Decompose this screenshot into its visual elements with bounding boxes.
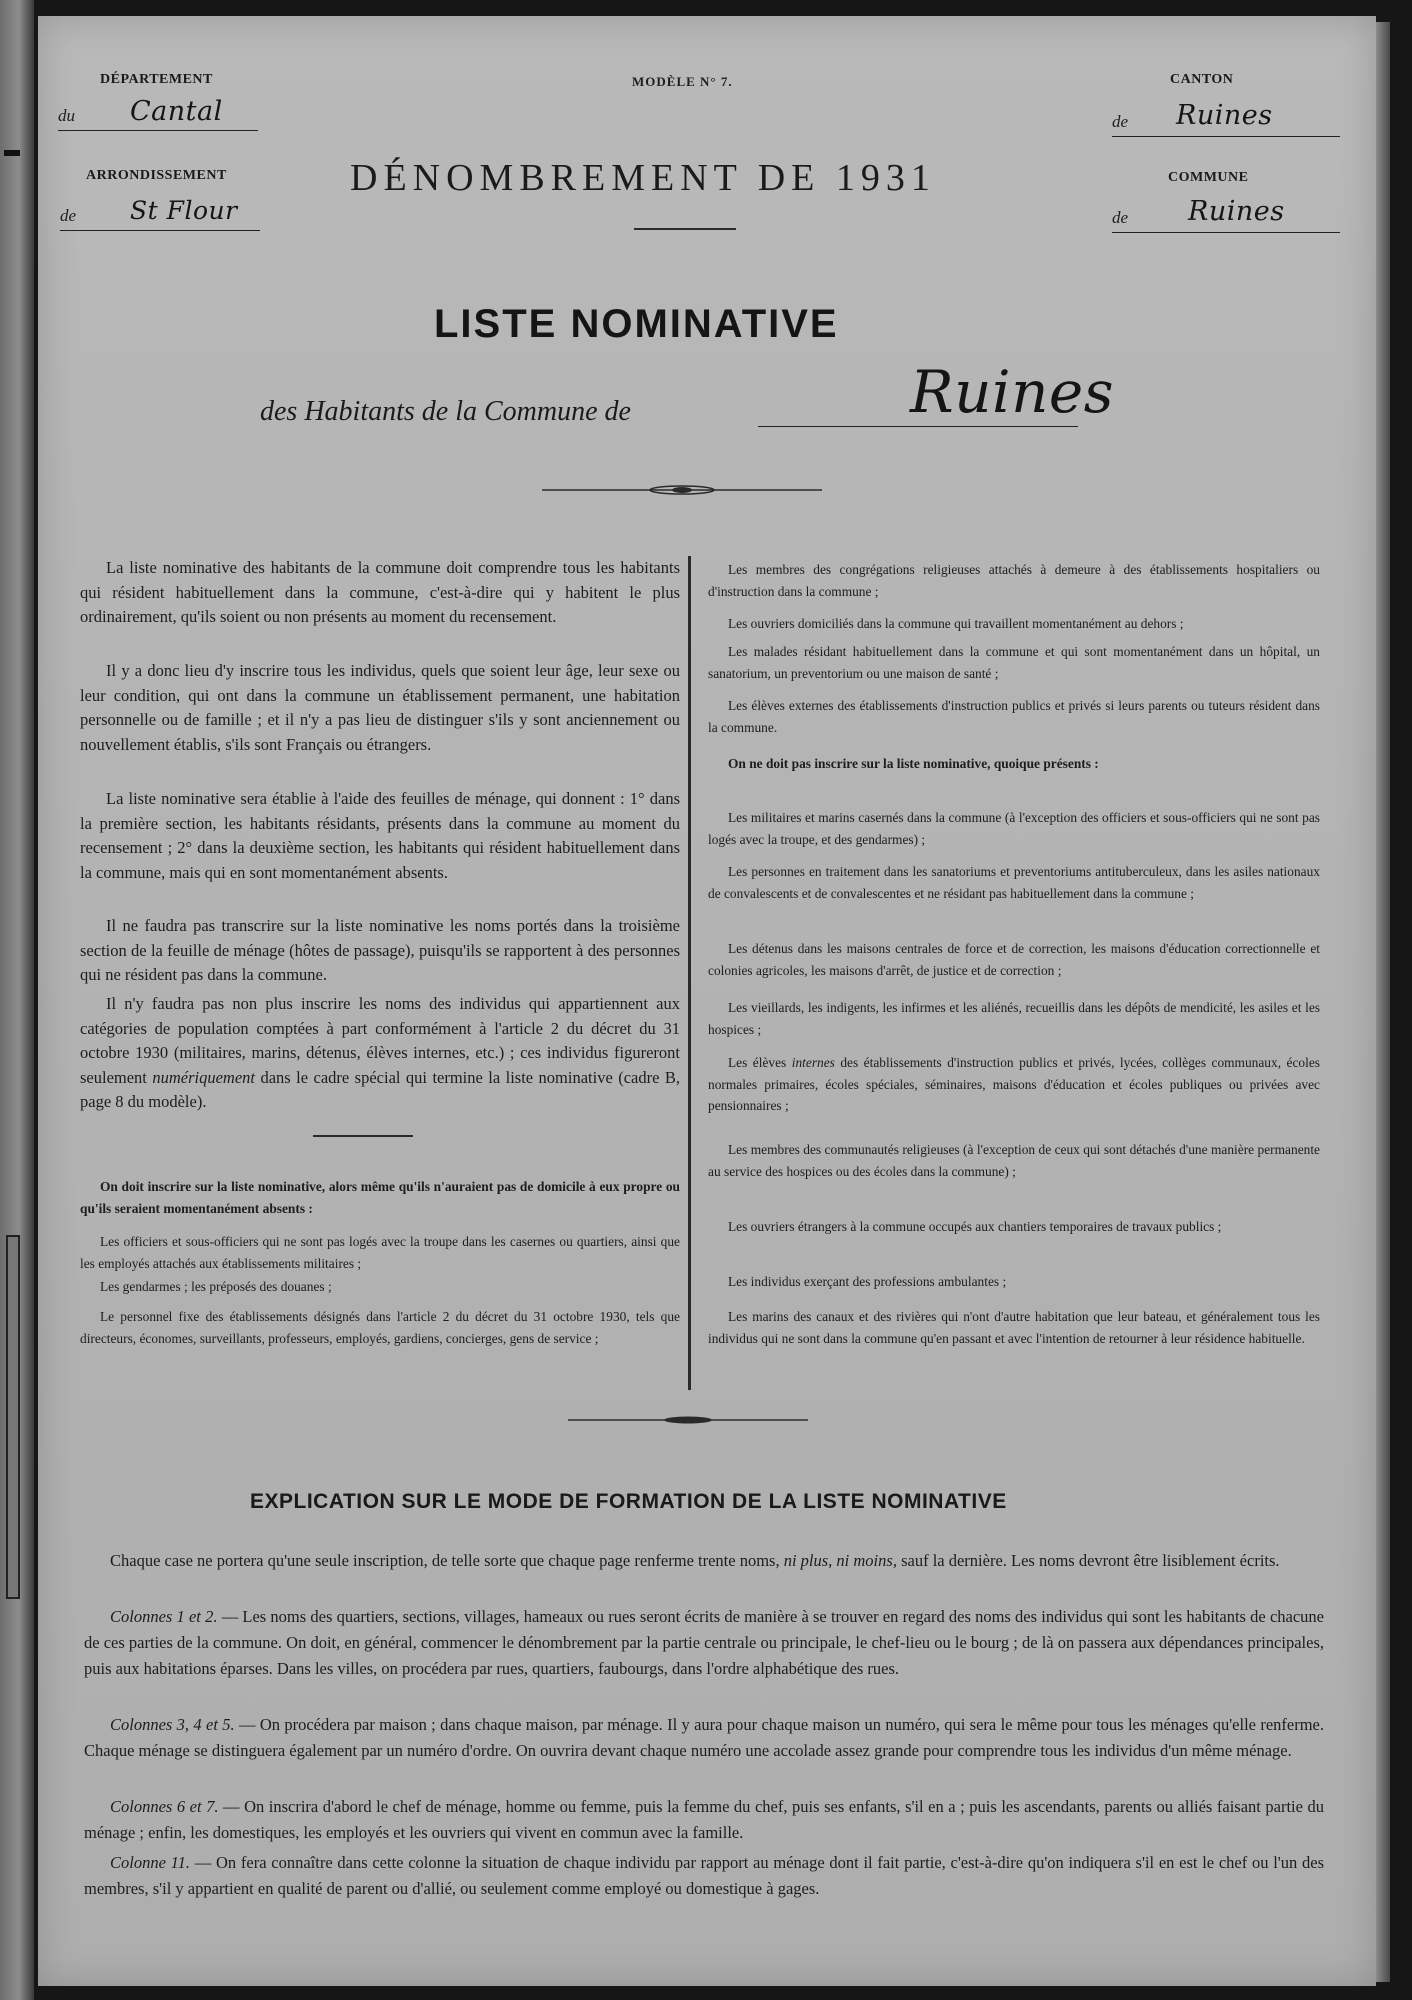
arrondissement-line xyxy=(60,230,260,231)
right-para-2: Les ouvriers domiciliés dans la commune qui travaillent momentanément au dehors ; xyxy=(728,616,1184,631)
explication-para-3 xyxy=(84,1712,1324,1764)
commune-label: COMMUNE xyxy=(1168,170,1249,185)
strip-tab xyxy=(6,1235,20,1599)
arrondissement-prefix: de xyxy=(60,206,77,225)
departement-value: Cantal xyxy=(130,96,223,127)
explication-para-5 xyxy=(84,1850,1324,1902)
left-small-4: Le personnel fixe des établissements désignés dans l'article 2 du décret du 31 octobre 1930, tels que directeurs, économes, surveillants, professeurs, employés, gardiens, concierges, gens de service ; xyxy=(80,1309,680,1346)
right-para-11: Les membres des communautés religieuses (à l'exception de ceux qui sont détachés d'une manière permanente au service des hospices ou des écoles dans la commune) ; xyxy=(708,1142,1320,1179)
census-page xyxy=(38,16,1376,1986)
explication-para-1-text-end: sauf la dernière. Les noms devront être lisiblement écrits. xyxy=(901,1551,1280,1570)
explication-para-4 xyxy=(84,1794,1324,1846)
canton-line xyxy=(1112,136,1340,137)
left-small-3: Les gendarmes ; les préposés des douanes ; xyxy=(100,1279,332,1294)
right-para-6: Les militaires et marins casernés dans la commune (à l'exception des officiers et sous-officiers qui ne sont pas logés avec la troupe, et des gendarmes) ; xyxy=(708,810,1320,847)
arrondissement-value: St Flour xyxy=(130,196,238,225)
right-para-10-text-end: des établissements d'instruction publics et privés, lycées, collèges communaux, écoles normales primaires, écoles spéciales, séminaires, maisons d'éducation et écoles publiques ou privées avec pensionnaires ; xyxy=(708,1055,1320,1113)
columns-1-2-label: Colonnes 1 et 2. xyxy=(110,1607,218,1626)
right-para-4: Les élèves externes des établissements d'instruction publics et privés si leurs parents ou tuteurs résident dans la commune. xyxy=(708,698,1320,735)
strip-mark xyxy=(4,150,20,156)
left-small-2: Les officiers et sous-officiers qui ne sont pas logés avec la troupe dans les casernes ou quartiers, ainsi que les employés attachés aux établissements militaires ; xyxy=(80,1234,680,1271)
right-para-10 xyxy=(708,1052,1320,1117)
left-para-5-text: Il n'y faudra pas non plus inscrire les noms des individus qui appartiennent aux catégories de population comptées à part conformément à l'article 2 du décret du 31 octobre 1930 (militaires, marins, détenus, élèves internes, etc.) ; ces individus figureront seulement xyxy=(80,994,680,1087)
main-title: DÉNOMBREMENT DE 1931 xyxy=(350,157,936,199)
left-para-2: Il y a donc lieu d'y inscrire tous les individus, quels que soient leur âge, leur sexe ou leur condition, qui ont dans la commune un établissement permanent, une habitation personnelle ou de famille ; et il n'y a pas lieu de distinguer s'ils y sont anciennement ou nouvellement établis, s'ils sont Français ou étrangers. xyxy=(80,661,680,754)
right-para-12: Les ouvriers étrangers à la commune occupés aux chantiers temporaires de travaux publics ; xyxy=(728,1219,1222,1234)
liste-title: LISTE NOMINATIVE xyxy=(434,302,839,346)
liste-subtitle: des Habitants de la Commune de xyxy=(260,396,631,427)
departement-line xyxy=(58,130,258,131)
left-col-rule xyxy=(313,1135,413,1137)
right-para-3: Les malades résidant habituellement dans la commune et qui sont momentanément dans un hôpital, un sanatorium, un preventorium ou une maison de santé ; xyxy=(708,644,1320,681)
left-para-5 xyxy=(80,992,680,1115)
canton-value: Ruines xyxy=(1176,100,1273,131)
departement-prefix: du xyxy=(58,106,75,125)
explication-para-5-text: — On fera connaître dans cette colonne la situation de chaque individu par rapport au ménage dont il fait partie, c'est-à-dire qu'on indiquera s'il en est le chef ou l'un des membres, s'il y appartient en qualité de parent ou d'allié, ou seulement comme employé ou domestique à gages. xyxy=(84,1853,1324,1898)
explication-para-2-text: — Les noms des quartiers, sections, villages, hameaux ou rues seront écrits de manière à se trouver en regard des noms des individus qui sont les habitants de chacune de ces parties de la commune. On doit, en général, commencer le dénombrement par la partie centrale ou principale, le chef-lieu ou le bourg ; de là on passera aux dépendances principales, puis aux habitations éparses. Dans les villes, on procédera par rues, quartiers, faubourgs, dans l'ordre alphabétique des rues. xyxy=(84,1607,1324,1678)
page-edge xyxy=(1376,22,1390,1982)
right-para-1: Les membres des congrégations religieuses attachés à demeure à des établissements hospitaliers ou d'instruction dans la commune ; xyxy=(708,562,1320,599)
explication-para-1-text: Chaque case ne portera qu'une seule inscription, de telle sorte que chaque page renferme trente noms, xyxy=(110,1551,780,1570)
right-para-5: On ne doit pas inscrire sur la liste nominative, quoique présents : xyxy=(728,756,1099,771)
liste-commune-value: Ruines xyxy=(910,358,1115,426)
column-divider xyxy=(688,556,691,1390)
left-para-5-italic: numériquement xyxy=(152,1067,256,1087)
canton-prefix: de xyxy=(1112,112,1129,131)
commune-prefix: de xyxy=(1112,208,1129,227)
explication-para-1 xyxy=(84,1548,1324,1574)
modele-number: MODÈLE N° 7. xyxy=(632,74,733,89)
commune-line xyxy=(1112,232,1340,233)
explication-title: EXPLICATION SUR LE MODE DE FORMATION DE LA LISTE NOMINATIVE xyxy=(250,1490,1007,1513)
commune-value: Ruines xyxy=(1188,196,1285,227)
adjacent-page-strip xyxy=(0,0,34,2000)
left-para-1: La liste nominative des habitants de la commune doit comprendre tous les habitants qui résident habituellement dans la commune, c'est-à-dire qui y habitent le plus ordinairement, qu'ils soient ou non présents au moment du recensement. xyxy=(80,558,680,626)
right-para-14: Les marins des canaux et des rivières qui n'ont d'autre habitation que leur bateau, et généralement tous les individus qui ne sont dans la commune qu'en passant et avec l'intention de retourner à leur résidence habituelle. xyxy=(708,1309,1320,1346)
right-para-13: Les individus exerçant des professions ambulantes ; xyxy=(728,1274,1007,1289)
left-para-4: Il ne faudra pas transcrire sur la liste nominative les noms portés dans la troisième section de la feuille de ménage (hôtes de passage), puisqu'ils se rapportent à des personnes qui ne résident pas dans la commune. xyxy=(80,916,680,984)
right-para-10-text: Les élèves xyxy=(728,1055,787,1070)
ornament-middle xyxy=(568,1414,808,1426)
subtitle-line xyxy=(758,426,1078,427)
columns-6-7-label: Colonnes 6 et 7. xyxy=(110,1797,219,1816)
ornament-top xyxy=(542,484,822,496)
explication-para-1-italic: ni plus, ni moins, xyxy=(783,1551,897,1570)
departement-label: DÉPARTEMENT xyxy=(100,72,213,87)
canton-label: CANTON xyxy=(1170,72,1234,87)
column-11-label: Colonne 11. xyxy=(110,1853,191,1872)
right-para-8: Les détenus dans les maisons centrales de force et de correction, les maisons d'éducation correctionnelle et colonies agricoles, les maisons d'arrêt, de justice et de correction ; xyxy=(708,941,1320,978)
columns-3-4-5-label: Colonnes 3, 4 et 5. xyxy=(110,1715,235,1734)
explication-para-3-text: — On procédera par maison ; dans chaque maison, par ménage. Il y aura pour chaque maison un numéro, qui sera le même pour tous les ménages qu'elle renferme. Chaque ménage se distinguera également par un numéro d'ordre. On ouvrira devant chaque numéro une accolade assez grande pour comprendre tous les individus d'un même ménage. xyxy=(84,1715,1324,1760)
right-para-9: Les vieillards, les indigents, les infirmes et les aliénés, recueillis dans les dépôts de mendicité, les asiles et les hospices ; xyxy=(708,1000,1320,1037)
right-para-7: Les personnes en traitement dans les sanatoriums et preventoriums antituberculeux, dans les asiles nationaux de convalescents et de convalescentes et ne résidant pas habituellement dans la commune ; xyxy=(708,864,1320,901)
arrondissement-label: ARRONDISSEMENT xyxy=(86,168,227,183)
right-para-10-italic: internes xyxy=(791,1055,835,1070)
left-para-3: La liste nominative sera établie à l'aide des feuilles de ménage, qui donnent : 1° dans la première section, les habitants résidants, présents dans la commune au moment du recensement ; 2° dans la deuxième section, les habitants qui résident habituellement dans la commune, mais qui en sont momentanément absents. xyxy=(80,789,680,882)
explication-para-2 xyxy=(84,1604,1324,1682)
title-rule xyxy=(634,228,736,230)
left-small-1: On doit inscrire sur la liste nominative, alors même qu'ils n'auraient pas de domicile à eux propre ou qu'ils seraient momentanément absents : xyxy=(80,1179,680,1216)
left-para-5-text-end: dans le cadre spécial qui termine la liste nominative (cadre B, page 8 du modèle). xyxy=(80,1067,681,1111)
explication-para-4-text: — On inscrira d'abord le chef de ménage, homme ou femme, puis la femme du chef, puis ses enfants, s'il en a ; puis les ascendants, parents ou alliés faisant partie du ménage ; enfin, les domestiques, les employés et les ouvriers qui vivent en commun avec la famille. xyxy=(84,1797,1325,1842)
